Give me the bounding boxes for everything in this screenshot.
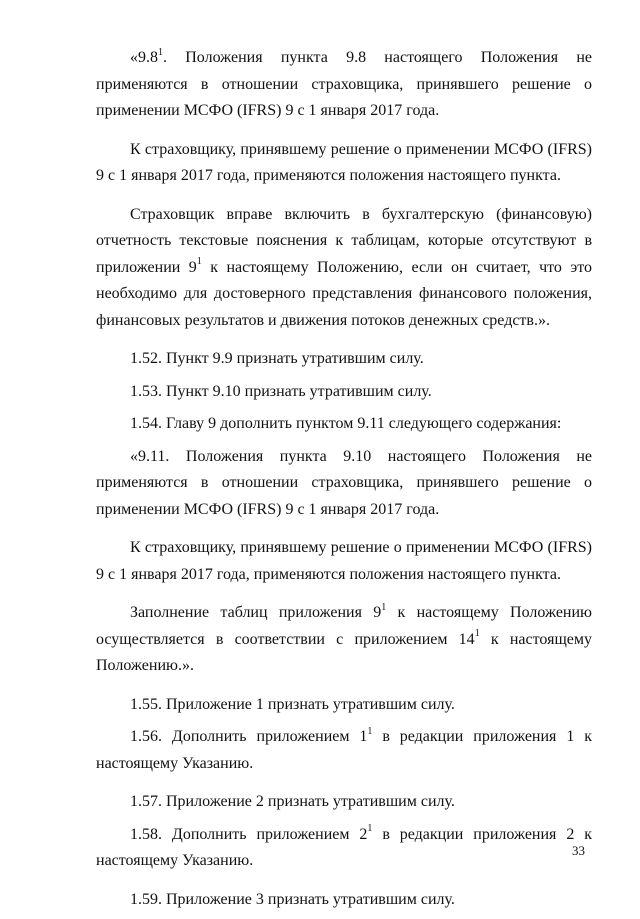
paragraph-text: 1.53. Пункт 9.10 признать утратившим силу.	[130, 382, 432, 400]
superscript: 1	[196, 256, 202, 268]
paragraph-1-54	[96, 411, 592, 438]
paragraph-text: Страховщик вправе включить в бухгалтерскую (финансовую) отчетность текстовые пояснения к таблицам, которые отсутствуют в приложении 9	[96, 205, 592, 276]
superscript: 1	[474, 628, 480, 640]
paragraph-1-56	[96, 724, 592, 777]
paragraph-text: К страховщику, принявшему решение о применении МСФО (IFRS) 9 с 1 января 2017 года, применяются положения настоящего пункта.	[96, 140, 592, 184]
paragraph-1-57	[96, 789, 592, 816]
paragraph-text: к настоящему Положению, если он считает, что это необходимо для достоверного представления финансового положения, финансовых результатов и движения потоков денежных средств.».	[96, 258, 592, 329]
paragraph-text: к настоящему Положению.».	[96, 630, 592, 674]
paragraph-insurer-application-2	[96, 535, 592, 588]
superscript: 1	[158, 46, 163, 58]
document-page	[96, 45, 592, 919]
paragraph-1-58	[96, 822, 592, 875]
paragraph-text: «9.8	[130, 49, 158, 66]
page-number: 33	[572, 843, 585, 858]
paragraph-text: в редакции приложения 2 к настоящему Указанию.	[96, 825, 593, 869]
paragraph-1-59	[96, 887, 592, 914]
paragraph-1-52	[96, 346, 592, 373]
paragraph-text: «9.11. Положения пункта 9.10 настоящего Положения не применяются в отношении страховщика, принявшего решение о применении МСФО (IFRS) 9 с 1 января 2017 года.	[96, 447, 592, 518]
superscript: 1	[367, 725, 373, 737]
paragraph-text-explanations	[96, 202, 592, 335]
paragraph-1-53	[96, 379, 592, 406]
paragraph-text: Заполнение таблиц приложения 9	[130, 604, 382, 621]
paragraph-1-55	[96, 692, 592, 719]
paragraph-text: 1.55. Приложение 1 признать утратившим силу.	[130, 695, 455, 713]
paragraph-text: . Положения пункта 9.8 настоящего Положения не применяются в отношении страховщика, принявшего решение о применении МСФО (IFRS) 9 с 1 января 2017 года.	[96, 49, 592, 119]
paragraph-text: 1.59. Приложение 3 признать утратившим силу.	[130, 890, 455, 908]
paragraph-9-8-1	[96, 45, 592, 125]
paragraph-text: К страховщику, принявшему решение о применении МСФО (IFRS) 9 с 1 января 2017 года, применяются положения настоящего пункта.	[96, 539, 592, 583]
paragraph-table-filling	[96, 600, 592, 680]
paragraph-text: к настоящему Положению осуществляется в соответствии с приложением 14	[96, 604, 592, 648]
paragraph-text: в редакции приложения 1 к настоящему Указанию.	[96, 728, 593, 772]
paragraph-text: 1.52. Пункт 9.9 признать утратившим силу.	[130, 350, 424, 367]
paragraph-text: 1.56. Дополнить приложением 1	[130, 728, 368, 745]
paragraph-insurer-application	[96, 137, 592, 190]
superscript: 1	[381, 601, 387, 613]
paragraph-text: 1.57. Приложение 2 признать утратившим силу.	[130, 793, 455, 810]
superscript: 1	[367, 823, 373, 835]
paragraph-text: 1.58. Дополнить приложением 2	[130, 825, 368, 843]
paragraph-text: 1.54. Главу 9 дополнить пунктом 9.11 следующего содержания:	[130, 415, 562, 432]
paragraph-9-11	[96, 444, 592, 524]
